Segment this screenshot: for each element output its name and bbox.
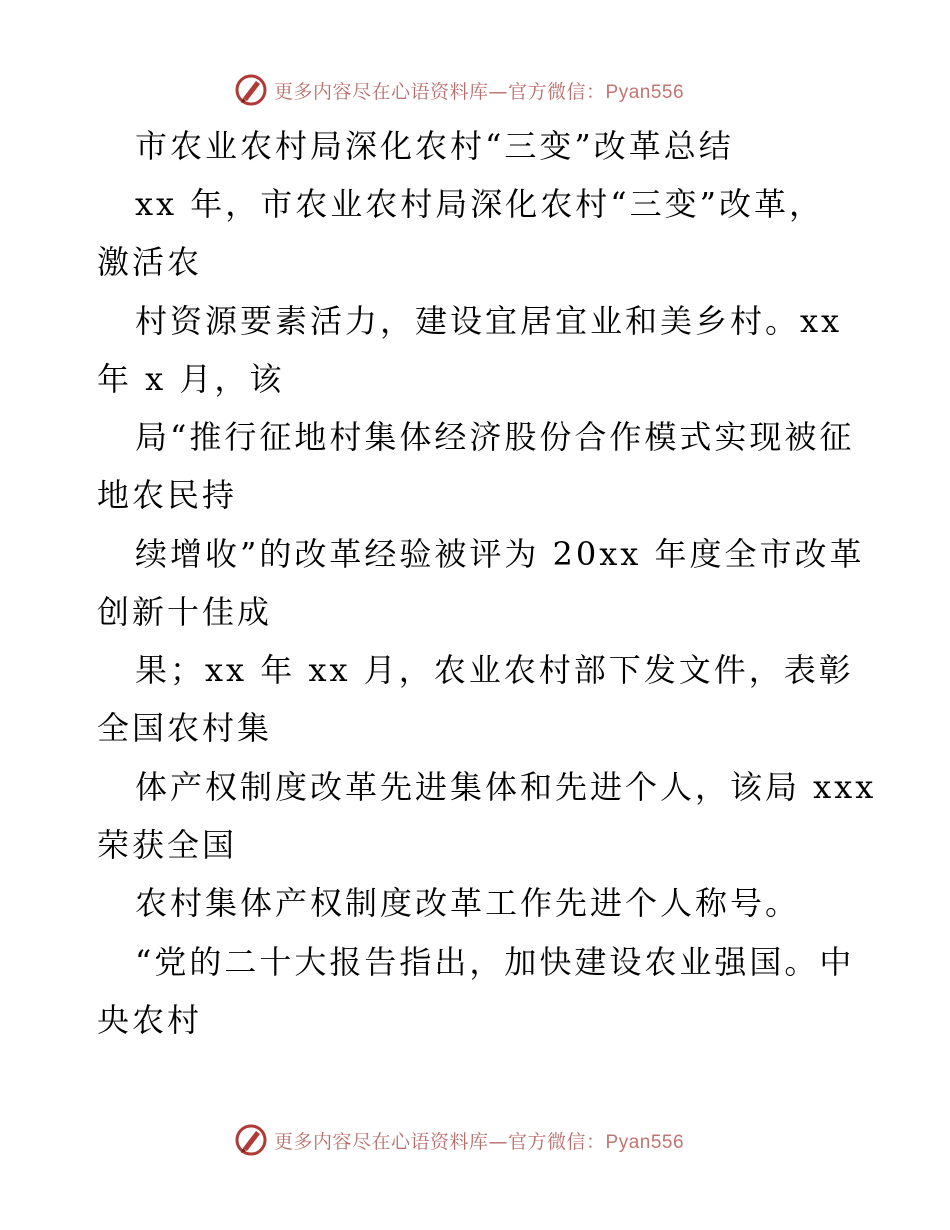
watermark-text: 更多内容尽在心语资料库—官方微信：Pyan556 xyxy=(274,80,685,103)
paragraph-line: 续增收”的改革经验被评为 20xx 年度全市改革 xyxy=(135,535,865,573)
paragraph-line: 村资源要素活力，建设宜居宜业和美乡村。xx xyxy=(135,302,843,340)
paragraph-line: 荣获全国 xyxy=(97,826,238,864)
paragraph-line: 地农民持 xyxy=(97,476,238,514)
header-watermark xyxy=(234,73,684,107)
paragraph-line: 激活农 xyxy=(97,243,203,281)
paragraph-line: 全国农村集 xyxy=(97,709,273,747)
watermark-text: 更多内容尽在心语资料库—官方微信：Pyan556 xyxy=(274,1130,685,1153)
pen-logo-icon xyxy=(234,1123,268,1157)
document-title: 市农业农村局深化农村“三变”改革总结 xyxy=(135,127,734,165)
paragraph-line: 体产权制度改革先进集体和先进个人，该局 xxx xyxy=(135,768,877,806)
paragraph-line: xx 年，市农业农村局深化农村“三变”改革， xyxy=(135,185,824,223)
footer-watermark xyxy=(234,1123,684,1157)
paragraph-line: 年 x 月，该 xyxy=(97,360,285,398)
paragraph-line: 农村集体产权制度改革工作先进个人称号。 xyxy=(135,884,801,922)
paragraph-line: 央农村 xyxy=(97,1001,203,1039)
paragraph-line: “党的二十大报告指出，加快建设农业强国。中 xyxy=(135,943,855,981)
paragraph-line: 局“推行征地村集体经济股份合作模式实现被征 xyxy=(135,418,855,456)
paragraph-line: 果；xx 年 xx 月，农业农村部下发文件，表彰 xyxy=(135,651,854,689)
pen-logo-icon xyxy=(234,73,268,107)
paragraph-line: 创新十佳成 xyxy=(97,593,273,631)
